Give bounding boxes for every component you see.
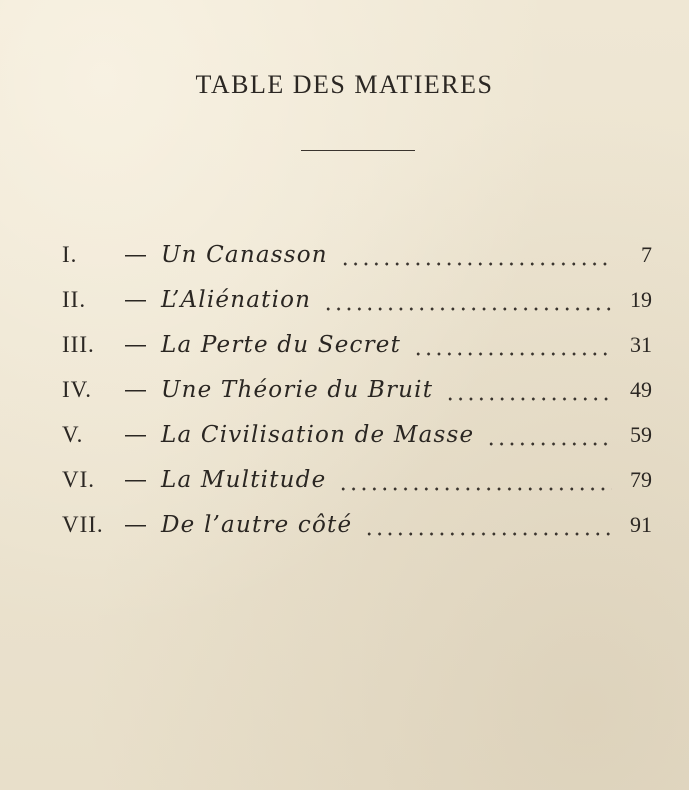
entry-dash: — <box>124 332 147 358</box>
entry-dash: — <box>124 377 147 403</box>
entry-dash: — <box>124 287 147 313</box>
chapter-numeral: V. <box>62 422 84 447</box>
chapter-numeral: III. <box>62 332 95 357</box>
dot-leader <box>323 304 612 314</box>
title-divider <box>301 150 415 151</box>
chapter-title: La Perte du Secret <box>161 332 402 358</box>
entry-dash: — <box>124 512 147 538</box>
dot-leader <box>364 529 612 539</box>
table-of-contents <box>62 232 652 547</box>
page-number: 91 <box>630 512 652 537</box>
toc-entry <box>62 367 652 412</box>
page-number: 59 <box>630 422 652 447</box>
entry-dash: — <box>124 422 147 448</box>
toc-entry <box>62 412 652 457</box>
page-number: 31 <box>630 332 652 357</box>
toc-entry <box>62 322 652 367</box>
toc-entry <box>62 502 652 547</box>
dot-leader <box>445 394 612 404</box>
chapter-numeral: II. <box>62 287 87 312</box>
page-number: 19 <box>630 287 652 312</box>
toc-entry <box>62 277 652 322</box>
toc-entry <box>62 457 652 502</box>
dot-leader <box>340 259 612 269</box>
chapter-title: De l’autre côté <box>161 512 353 538</box>
chapter-numeral: IV. <box>62 377 93 402</box>
dot-leader <box>413 349 612 359</box>
chapter-title: L’Aliénation <box>161 287 312 313</box>
dot-leader <box>486 439 612 449</box>
chapter-title: La Civilisation de Masse <box>161 422 475 448</box>
chapter-numeral: VI. <box>62 467 96 492</box>
chapter-title: La Multitude <box>161 467 327 493</box>
entry-dash: — <box>124 467 147 493</box>
dot-leader <box>338 484 612 494</box>
chapter-numeral: VII. <box>62 512 104 537</box>
page-number: 49 <box>630 377 652 402</box>
page-title: TABLE DES MATIERES <box>195 70 494 99</box>
chapter-title: Un Canasson <box>161 242 328 268</box>
entry-dash: — <box>124 242 147 268</box>
chapter-title: Une Théorie du Bruit <box>161 377 434 403</box>
page-number: 7 <box>641 242 652 267</box>
toc-entry <box>62 232 652 277</box>
chapter-numeral: I. <box>62 242 78 267</box>
page-number: 79 <box>630 467 652 492</box>
